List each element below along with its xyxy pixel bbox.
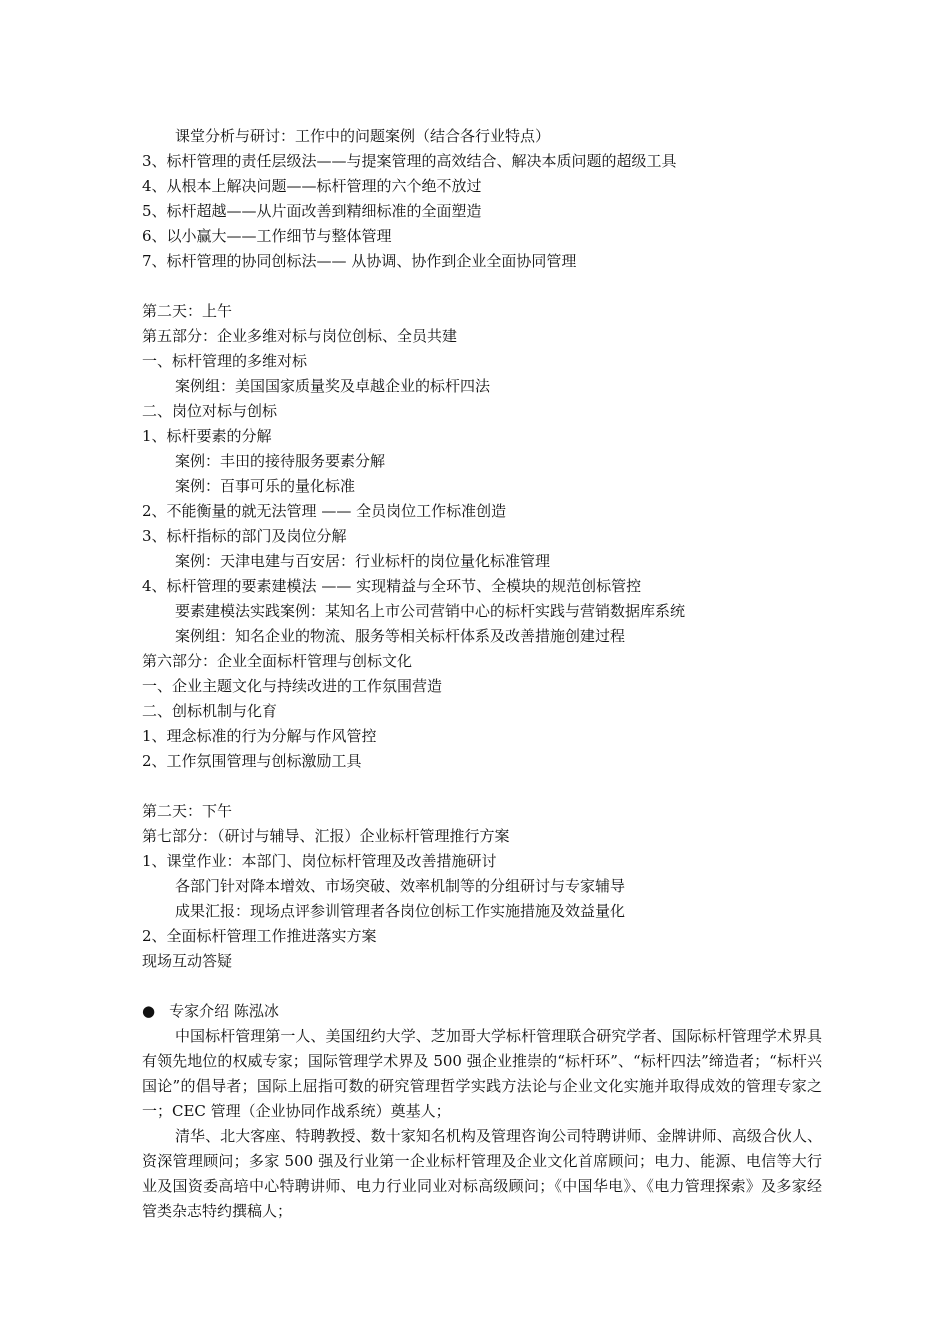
expert-heading	[142, 999, 822, 1024]
list-item: 2、工作氛围管理与创标激励工具	[142, 752, 362, 770]
section-heading: 一、标杆管理的多维对标	[142, 352, 308, 370]
list-item: 4、标杆管理的要素建模法 —— 实现精益与全环节、全模块的规范创标管控	[142, 577, 642, 595]
list-item: 1、标杆要素的分解	[142, 427, 272, 445]
case-line: 要素建模法实践案例：某知名上市公司营销中心的标杆实践与营销数据库系统	[175, 602, 686, 620]
list-item: 2、全面标杆管理工作推进落实方案	[142, 927, 377, 945]
case-line: 案例：百事可乐的量化标准	[175, 477, 356, 495]
case-line: 案例组：美国国家质量奖及卓越企业的标杆四法	[175, 377, 491, 395]
case-line: 案例组：知名企业的物流、服务等相关标杆体系及改善措施创建过程	[175, 627, 626, 645]
text-line: 现场互动答疑	[142, 952, 233, 970]
case-line: 案例：丰田的接待服务要素分解	[175, 452, 386, 470]
spacer	[142, 774, 822, 799]
expert-paragraph-2: 清华、北大客座、特聘教授、数十家知名机构及管理咨询公司特聘讲师、金牌讲师、高级合伙人、资深管理顾问；多家 500 强及行业第一企业标杆管理及企业文化首席顾问；电力、能源、电信等大行业及国资委高培中心特聘讲师、电力行业同业对标高级顾问；《中国华电》、《电力管理探索》及多家经管类杂志特约撰稿人；	[142, 1127, 822, 1220]
section-heading: 一、企业主题文化与持续改进的工作氛围营造	[142, 677, 443, 695]
document-body	[142, 124, 822, 1224]
expert-paragraph-1: 中国标杆管理第一人、美国纽约大学、芝加哥大学标杆管理联合研究学者、国际标杆管理学术界具有领先地位的权威专家；国际管理学术界及 500 强企业推崇的“标杆环”、“标杆四法”缔造者；“标杆兴国论”的倡导者；国际上屈指可数的研究管理哲学实践方法论与企业文化实施并取得成效的管理专家之一；CEC 管理（企业协同作战系统）奠基人；	[142, 1027, 822, 1120]
part-heading: 第六部分：企业全面标杆管理与创标文化	[142, 652, 413, 670]
case-line: 案例：天津电建与百安居：行业标杆的岗位量化标准管理	[175, 552, 551, 570]
part-heading: 第五部分：企业多维对标与岗位创标、全员共建	[142, 327, 458, 345]
list-item: 2、不能衡量的就无法管理 —— 全员岗位工作标准创造	[142, 502, 507, 520]
section-heading: 二、创标机制与化育	[142, 702, 278, 720]
list-item: 4、从根本上解决问题——标杆管理的六个绝不放过	[142, 177, 482, 195]
part-heading: 第七部分：（研讨与辅导、汇报）企业标杆管理推行方案	[142, 827, 510, 845]
bullet-icon: ●	[142, 1002, 156, 1020]
section-heading: 二、岗位对标与创标	[142, 402, 278, 420]
list-item: 6、以小赢大——工作细节与整体管理	[142, 227, 392, 245]
list-item: 1、课堂作业：本部门、岗位标杆管理及改善措施研讨	[142, 852, 497, 870]
day-heading: 第二天：上午	[142, 302, 233, 320]
case-line: 成果汇报：现场点评参训管理者各岗位创标工作实施措施及效益量化	[175, 902, 626, 920]
list-item: 7、标杆管理的协同创标法—— 从协调、协作到企业全面协同管理	[142, 252, 577, 270]
list-item: 5、标杆超越——从片面改善到精细标准的全面塑造	[142, 202, 482, 220]
day-heading: 第二天：下午	[142, 802, 233, 820]
case-line: 各部门针对降本增效、市场突破、效率机制等的分组研讨与专家辅导	[175, 877, 626, 895]
list-item: 1、理念标准的行为分解与作风管控	[142, 727, 377, 745]
spacer	[142, 274, 822, 299]
list-item: 3、标杆管理的责任层级法——与提案管理的高效结合、解决本质问题的超级工具	[142, 152, 677, 170]
spacer	[142, 974, 822, 999]
text-line: 课堂分析与研讨：工作中的问题案例（结合各行业特点）	[175, 127, 551, 145]
expert-heading-text: 专家介绍 陈泓冰	[169, 1002, 279, 1020]
list-item: 3、标杆指标的部门及岗位分解	[142, 527, 347, 545]
